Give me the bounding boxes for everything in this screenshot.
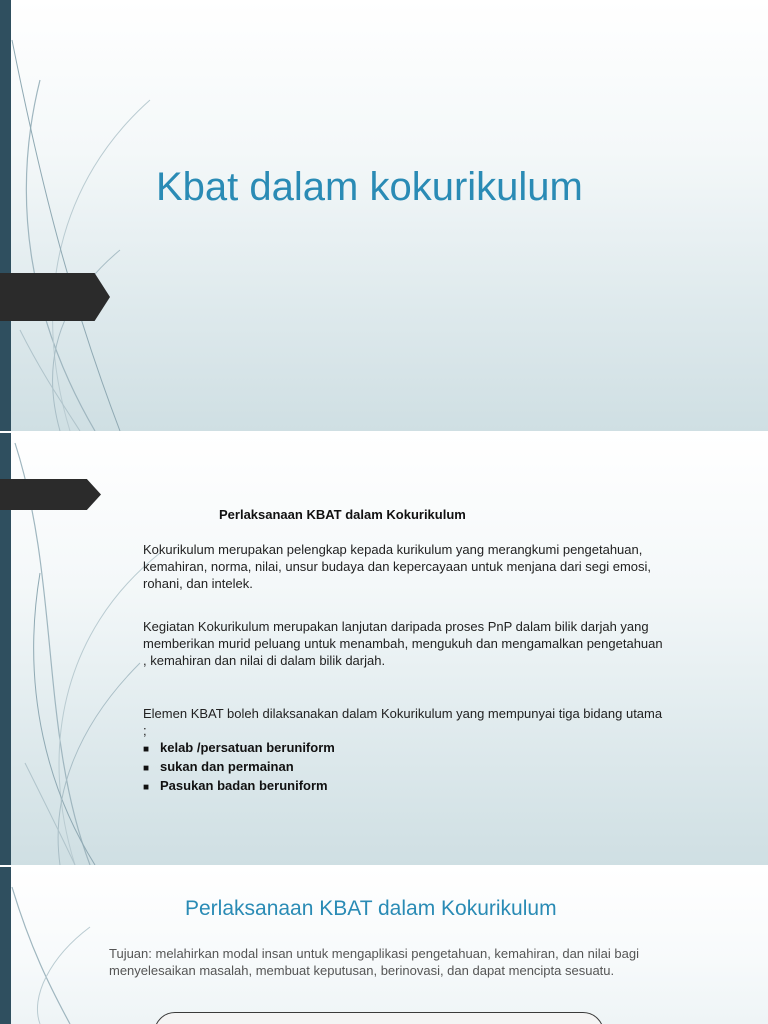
paragraph-2: Kegiatan Kokurikulum merupakan lanjutan daripada proses PnP dalam bilik darjah yang memberikan murid peluang untuk menambah, mengukuh dan mengamalkan pengetahuan , kemahiran dan nilai di dalam bilik darjah. bbox=[143, 619, 663, 668]
list-item: ■ sukan dan permainan bbox=[143, 758, 335, 777]
list-item: ■ kelab /persatuan beruniform bbox=[143, 739, 335, 758]
decorative-lines bbox=[0, 867, 120, 1024]
slide-title: Kbat dalam kokurikulum bbox=[156, 165, 583, 209]
paragraph-1: Kokurikulum merupakan pelengkap kepada kurikulum yang merangkumi pengetahuan, kemahiran, norma, nilai, unsur budaya dan kepercayaan untuk menjana dari segi emosi, rohani, dan intelek. bbox=[143, 542, 652, 591]
slide-3 bbox=[0, 867, 768, 1024]
content-box bbox=[154, 1012, 604, 1024]
decorative-lines bbox=[0, 0, 200, 431]
bullet-icon: ■ bbox=[143, 763, 150, 774]
bullet-list bbox=[143, 739, 335, 796]
paragraph: Tujuan: melahirkan modal insan untuk mengaplikasi pengetahuan, kemahiran, dan nilai bagi menyelesaikan masalah, membuat keputusan, berinovasi, dan dapat mencipta sesuatu. bbox=[109, 946, 639, 978]
list-item: ■ Pasukan badan beruniform bbox=[143, 777, 335, 796]
paragraph-3: Elemen KBAT boleh dilaksanakan dalam Kokurikulum yang mempunyai tiga bidang utama ; bbox=[143, 706, 663, 738]
bullet-icon: ■ bbox=[143, 782, 150, 793]
slide-tab-marker bbox=[0, 479, 101, 510]
bullet-icon: ■ bbox=[143, 744, 150, 755]
slide-heading: Perlaksanaan KBAT dalam Kokurikulum bbox=[219, 507, 466, 522]
slide-tab-marker bbox=[0, 273, 110, 321]
slide-1 bbox=[0, 0, 768, 431]
slide-2 bbox=[0, 433, 768, 865]
slide-title: Perlaksanaan KBAT dalam Kokurikulum bbox=[185, 897, 557, 920]
